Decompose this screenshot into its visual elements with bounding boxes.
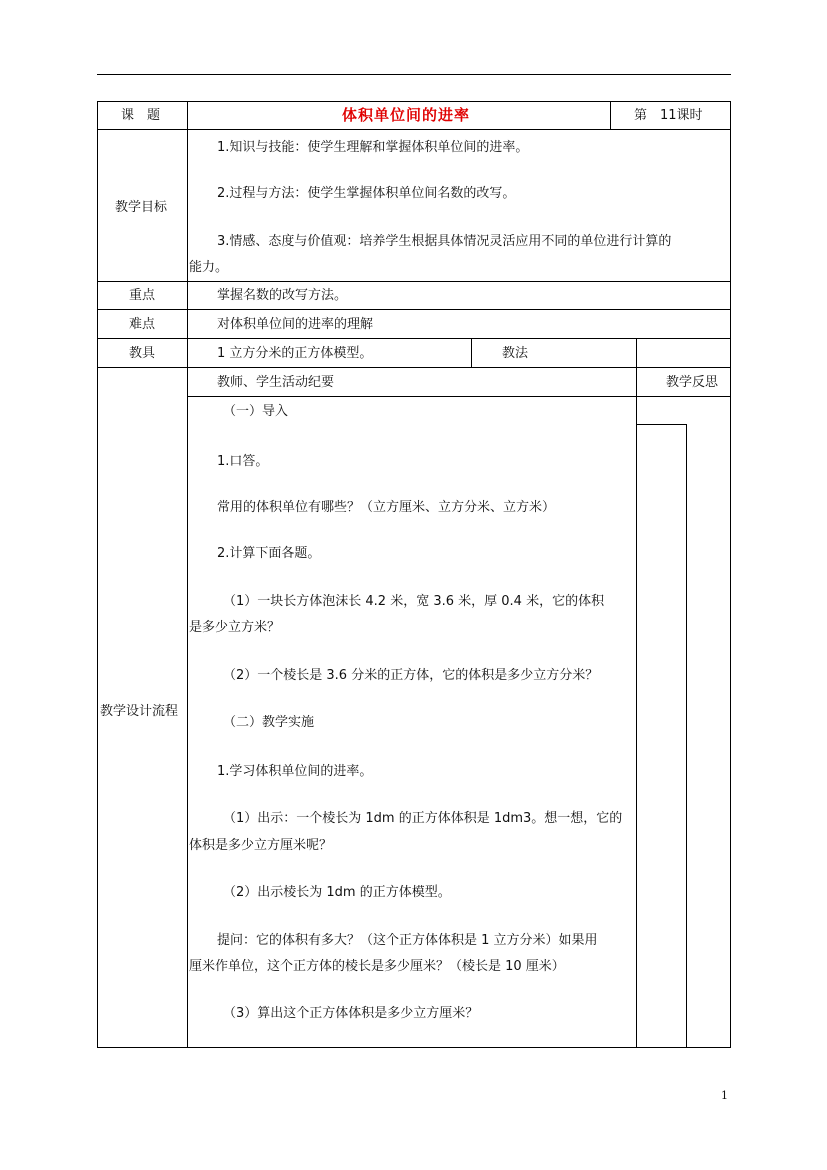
period-cell [610, 101, 731, 130]
activity-content-cell [187, 396, 637, 1048]
lesson-label: 课 题 [121, 108, 161, 123]
keypoint-content-cell [187, 281, 731, 310]
show-cube-line1: （1）出示：一个棱长为 1dm 的正方体体积是 1dm3。想一想，它的 [223, 811, 623, 826]
section-intro: （一）导入 [223, 404, 289, 419]
method-value-cell [636, 338, 731, 368]
tools-label-cell [97, 338, 188, 368]
keypoint-label-cell [97, 281, 188, 310]
show-model: （2）出示棱长为 1dm 的正方体模型。 [223, 885, 451, 900]
oral-answer: 1.口答。 [217, 454, 269, 469]
objective-process: 2.过程与方法：使学生掌握体积单位间名数的改写。 [217, 186, 516, 201]
objectives-label-cell [97, 129, 188, 282]
difficulty-label: 难点 [129, 317, 156, 332]
activity-header: 教师、学生活动纪要 [217, 375, 335, 390]
activity-header-cell [187, 367, 637, 397]
method-label: 教法 [502, 346, 529, 361]
question-volume-line1: 提问：它的体积有多大？（这个正方体体积是 1 立方分米）如果用 [217, 933, 598, 948]
difficulty-text: 对体积单位间的进率的理解 [217, 317, 374, 332]
tools-content-cell [187, 338, 472, 368]
lesson-label-cell [97, 101, 188, 130]
design-label: 教学设计流程 [100, 704, 179, 719]
reflection-inner-box [636, 424, 687, 1048]
calc-q1-line1: （1）一块长方体泡沫长 4.2 米，宽 3.6 米，厚 0.4 米，它的体积 [223, 594, 605, 609]
objectives-content-cell [187, 129, 731, 282]
objective-attitude-line1: 3.情感、态度与价值观：培养学生根据具体情况灵活应用不同的单位进行计算的 [217, 234, 672, 249]
keypoint-text: 掌握名数的改写方法。 [217, 288, 348, 303]
page-number: 1 [721, 1089, 728, 1102]
compute-volume: （3）算出这个正方体体积是多少立方厘米？ [223, 1006, 479, 1021]
page-title: 体积单位间的进率 [342, 106, 471, 124]
difficulty-label-cell [97, 309, 188, 339]
calc-heading: 2.计算下面各题。 [217, 546, 321, 561]
keypoint-label: 重点 [129, 288, 156, 303]
title-cell [187, 101, 611, 130]
question-volume-line2: 厘米作单位，这个正方体的棱长是多少厘米？（棱长是 10 厘米） [189, 959, 565, 974]
header-rule [97, 74, 731, 75]
objectives-label: 教学目标 [115, 200, 168, 215]
tools-text: 1 立方分米的正方体模型。 [217, 346, 373, 361]
calc-q2: （2）一个棱长是 3.6 分米的正方体，它的体积是多少立方分米？ [223, 668, 599, 683]
reflection-header: 教学反思 [666, 375, 719, 390]
reflection-header-cell [636, 367, 731, 397]
question-units: 常用的体积单位有哪些？（立方厘米、立方分米、立方米） [217, 500, 556, 515]
objective-knowledge: 1.知识与技能：使学生理解和掌握体积单位间的进率。 [217, 140, 529, 155]
difficulty-content-cell [187, 309, 731, 339]
period-label: 第 11课时 [634, 108, 703, 123]
tools-label: 教具 [129, 346, 156, 361]
show-cube-line2: 体积是多少立方厘米呢？ [189, 838, 333, 853]
method-label-cell [471, 338, 637, 368]
calc-q1-line2: 是多少立方米？ [189, 620, 281, 635]
learn-rates: 1.学习体积单位间的进率。 [217, 764, 373, 779]
design-label-cell [97, 367, 188, 1048]
section-implementation: （二）教学实施 [223, 715, 315, 730]
objective-attitude-line2: 能力。 [189, 260, 229, 275]
